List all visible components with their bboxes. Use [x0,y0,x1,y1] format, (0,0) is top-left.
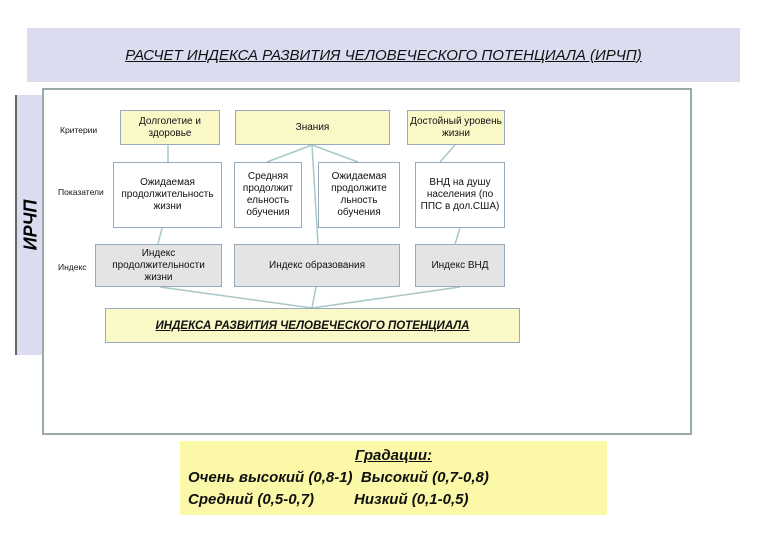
criterion-box: Знания [235,110,390,145]
indicator-box: ВНД на душу населения (по ППС в дол.США) [415,162,505,228]
indicator-box: Ожидаемая продолжительность жизни [113,162,222,228]
grade-high: Высокий (0,7-0,8) [360,469,489,486]
index-box: Индекс образования [234,244,400,287]
connector [455,228,460,244]
criterion-box: Долголетие и здоровье [120,110,220,145]
final-index-label: ИНДЕКСА РАЗВИТИЯ ЧЕЛОВЕЧЕСКОГО ПОТЕНЦИАЛА [155,319,470,332]
indicator-box: Ожидаемая продолжите льность обучения [318,162,400,228]
connector [312,145,358,162]
gradations-box [180,441,607,515]
row-label-index: Индекс [58,262,87,272]
connector [440,145,455,162]
side-label: ИРЧП [20,199,41,251]
connector [158,228,162,244]
grade-very-high: Очень высокий (0,8-1) [188,469,353,486]
index-box: Индекс продолжительности жизни [95,244,222,287]
grade-low: Низкий (0,1-0,5) [354,491,469,508]
connector [312,287,316,308]
grade-medium: Средний (0,5-0,7) [188,491,315,508]
connector [160,287,312,308]
row-label-indicators: Показатели [58,187,104,197]
criterion-box: Достойный уровень жизни [407,110,505,145]
page-title: РАСЧЕТ ИНДЕКСА РАЗВИТИЯ ЧЕЛОВЕЧЕСКОГО ПОТЕНЦИАЛА (ИРЧП) [125,46,642,64]
connector [267,145,312,162]
row-label-criteria: Критерии [60,125,98,135]
connector [312,287,460,308]
indicator-box: Средняя продолжит ельность обучения [234,162,302,228]
gradations-heading: Градации: [355,447,432,464]
index-box: Индекс ВНД [415,244,505,287]
final-index-box [105,308,520,343]
